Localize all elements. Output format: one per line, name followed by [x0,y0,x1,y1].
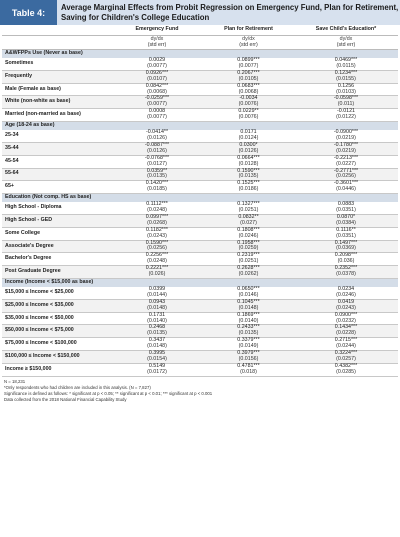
standard-error-value: (0.0126) [238,147,259,154]
coefficient-value: 0.0419 [337,298,355,305]
standard-error-value: (0.0248) [147,258,167,265]
coefficient-value: 0.0926*** [145,69,169,76]
column-subheader: dy/dx (std err) [294,36,398,50]
table-title-line-1: Average Marginal Effects from Probit Regression on Emergency Fund, Plan for Retirement, [61,3,399,12]
row-label: $15,000 ≤ Income < $25,000 [2,287,111,299]
standard-error-value: (0.0103) [336,88,356,95]
standard-error-value: (0.0248) [147,207,167,214]
value-cell [111,214,203,227]
value-cell [294,202,398,214]
value-cell [294,168,398,181]
standard-error-value: (0.0115) [336,62,356,69]
table-row [2,325,398,338]
standard-error-value: (0.0149) [238,343,259,350]
value-cell [111,70,203,83]
value-cell [203,155,294,168]
row-label: White (non-white as base) [2,96,111,109]
column-subheader-row [2,36,398,50]
coefficient-value: 0.3379*** [237,337,260,344]
coefficient-value: 0.0399 [148,286,166,292]
table-row [2,312,398,325]
value-cell [111,202,203,214]
standard-error-value: (0.0378) [336,271,356,278]
standard-error-value: (0.0135) [147,330,167,337]
value-cell [111,83,203,96]
table-row [2,130,398,142]
standard-error-value: (0.0243) [336,304,356,311]
standard-error-value: (0.0077) [147,62,167,69]
standard-error-value: (0.0219) [336,134,356,141]
table-row [2,227,398,240]
coefficient-value: 0.2433*** [237,324,260,331]
table-row [2,96,398,109]
standard-error-value: (0.0135) [238,173,259,180]
standard-error-value: (0.0148) [238,304,259,311]
coefficient-value: 0.0171 [240,129,257,136]
value-cell [203,325,294,338]
coefficient-value: 0.3979*** [237,350,260,357]
standard-error-value: (0.0244) [336,343,356,350]
coefficient-value: 0.0842*** [145,82,169,89]
value-cell [203,363,294,376]
coefficient-value: 0.3995 [148,350,166,357]
table-row [2,351,398,364]
coefficient-value: 0.2067*** [237,69,260,76]
coefficient-value: 0.0029 [148,57,166,63]
section-header-label: Age (18-24 as base) [2,122,398,131]
coefficient-value: -0.3601*** [333,180,359,187]
standard-error-value: (0.0148) [147,304,167,311]
row-label: Bachelor's Degree [2,253,111,266]
standard-error-value: (0.018) [240,368,257,375]
standard-error-value: (0.0148) [147,343,167,350]
standard-error-value: (0.0186) [238,186,259,193]
value-cell [111,168,203,181]
standard-error-value: (0.0140) [238,317,259,324]
row-label: Some College [2,227,111,240]
value-cell [294,83,398,96]
column-header-plan-for-retirement: Plan for Retirement [203,25,294,36]
corner-cell [2,25,111,36]
coefficient-value: -0.1780*** [333,141,359,148]
standard-error-value: (0.0172) [147,368,167,375]
standard-error-value: (0.0257) [336,355,356,362]
value-cell [203,351,294,364]
standard-error-value: (0.0351) [336,232,356,239]
section-header-label: A&WFPPs Use (Never as base) [2,50,398,59]
value-cell [111,181,203,194]
coefficient-value: 0.2715*** [334,337,358,344]
coefficient-value: 0.1958*** [237,239,260,246]
standard-error-value: (0.026) [148,271,166,278]
coefficient-value: 0.0900*** [334,311,358,318]
row-label: Post Graduate Degree [2,266,111,279]
coefficient-value: 0.1116** [336,226,356,233]
standard-error-value: (0.0076) [238,114,259,121]
column-header-save-child-education: Save Child's Education* [294,25,398,36]
value-cell [203,109,294,122]
coefficient-value: 0.0832** [238,213,259,220]
row-label: Male (Female as base) [2,83,111,96]
value-cell [294,130,398,142]
coefficient-value: 0.0664*** [237,154,260,161]
coefficient-value: 0.1045*** [237,298,260,305]
value-cell [111,227,203,240]
table-header-bar [0,0,400,25]
value-cell [294,253,398,266]
standard-error-value: (0.0185) [147,186,167,193]
standard-error-value: (0.0219) [336,147,356,154]
row-label: 55-64 [2,168,111,181]
value-cell [111,130,203,142]
value-cell [111,109,203,122]
row-label: High School - GED [2,214,111,227]
row-label: Married (non-married as base) [2,109,111,122]
value-cell [111,325,203,338]
value-cell [203,287,294,299]
table-row [2,363,398,376]
value-cell [203,181,294,194]
value-cell [203,58,294,70]
row-label: $35,000 ≤ Income < $50,000 [2,312,111,325]
coefficient-value: 0.2468 [148,324,166,331]
table-title-line-2: Saving for Children's College Education [61,12,210,22]
standard-error-value: (0.0126) [147,147,167,154]
coefficient-value: 0.1590*** [145,239,169,246]
row-label: Sometimes [2,58,111,70]
standard-error-value: (0.0446) [336,186,356,193]
standard-error-value: (0.0068) [238,88,259,95]
row-label: $75,000 ≤ Income < $100,000 [2,338,111,351]
coefficient-value: -0.0887*** [144,141,170,148]
coefficient-value: 0.1731 [148,311,166,318]
column-subheader: dy/dx (std err) [111,36,203,50]
value-cell [111,155,203,168]
note-line: N = 18,231 [4,378,26,384]
value-cell [111,351,203,364]
coefficient-value: -0.0900*** [333,129,359,136]
table-row [2,202,398,214]
standard-error-value: (0.0135) [147,173,167,180]
table-row [2,181,398,194]
value-cell [111,96,203,109]
coefficient-value: -0.2771*** [333,167,359,174]
standard-error-value: (0.0262) [238,271,259,278]
standard-error-value: (0.0144) [147,291,167,298]
value-cell [203,338,294,351]
value-cell [203,240,294,253]
value-cell [294,240,398,253]
value-cell [111,299,203,312]
value-cell [203,312,294,325]
coefficient-value: 0.2319*** [237,252,260,259]
table-row [2,58,398,70]
table-row [2,299,398,312]
standard-error-value: (0.0077) [147,101,167,108]
row-label: 45-54 [2,155,111,168]
standard-error-value: (0.0076) [238,101,259,108]
standard-error-value: (0.0140) [147,317,167,324]
coefficient-value: 0.0870* [336,213,356,220]
standard-error-value: (0.0251) [238,258,259,265]
value-cell [111,58,203,70]
standard-error-value: (0.0384) [336,219,356,226]
value-cell [111,240,203,253]
coefficient-value: 0.1497*** [334,239,358,246]
coefficient-value: 0.1112*** [146,201,168,208]
standard-error-value: (0.0251) [238,207,259,214]
coefficient-value: -0.0121 [337,108,355,115]
value-cell [294,266,398,279]
coefficient-value: 0.1590*** [237,167,260,174]
value-cell [111,253,203,266]
coefficient-value: 0.0883 [337,201,355,208]
coefficient-value: -0.0034 [239,95,258,102]
corner-cell [2,36,111,50]
value-cell [203,202,294,214]
value-cell [294,338,398,351]
value-cell [203,253,294,266]
column-header-emergency-fund: Emergency Fund [111,25,203,36]
coefficient-value: 0.1182*** [146,226,168,233]
standard-error-value: (0.0256) [147,245,167,252]
standard-error-value: (0.0077) [147,114,167,121]
value-cell [203,70,294,83]
value-cell [294,312,398,325]
standard-error-value: (0.0077) [238,62,259,69]
value-cell [111,363,203,376]
value-cell [203,142,294,155]
standard-error-value: (0.0228) [336,330,356,337]
coefficient-value: 0.1434*** [334,324,358,331]
standard-error-value: (0.027) [240,219,257,226]
table-row [2,142,398,155]
coefficient-value: 0.0683*** [237,82,260,89]
standard-error-value: (0.0154) [147,355,167,362]
standard-error-value: (0.0369) [336,245,356,252]
section-header-label: Education (Not comp. HS as base) [2,194,398,203]
table-row [2,266,398,279]
coefficient-value: 0.3437 [148,337,166,344]
coefficient-value: 0.0234 [337,286,355,292]
coefficient-value: 0.0943 [148,298,166,305]
value-cell [203,266,294,279]
row-label: 65+ [2,181,111,194]
note-line: Significance is defined as follows: * significant at p < 0.05; ** significant at p < 0.01; *** significant at p < 0.001 [4,390,213,396]
coefficient-value: -0.0414** [145,129,169,136]
table-title [57,0,400,25]
value-cell [111,142,203,155]
coefficient-value: 0.0300* [239,141,258,148]
standard-error-value: (0.011) [337,101,355,108]
value-cell [203,227,294,240]
standard-error-value: (0.0232) [336,317,356,324]
coefficient-value: 0.0359** [146,167,168,174]
table-number-tag: Table 4: [0,0,57,25]
coefficient-value: 0.0008 [148,108,166,115]
standard-error-value: (0.036) [337,258,355,265]
value-cell [294,96,398,109]
section-header-label: Income (Income < $15,000 as base) [2,279,398,288]
standard-error-value: (0.0068) [147,88,167,95]
coefficient-value: -0.2213*** [333,154,359,161]
row-label: $100,000 ≤ Income < $150,000 [2,351,111,364]
coefficient-value: 0.1234*** [334,69,358,76]
value-cell [294,351,398,364]
standard-error-value: (0.0243) [147,232,167,239]
table-row [2,253,398,266]
standard-error-value: (0.0126) [147,134,167,141]
coefficient-value: 0.1869*** [237,311,260,318]
coefficient-value: 0.3224*** [334,350,358,357]
standard-error-value: (0.0124) [238,134,259,141]
value-cell [111,287,203,299]
coefficient-value: 0.5149 [148,362,166,369]
standard-error-value: (0.0285) [336,368,356,375]
standard-error-value: (0.0135) [238,330,259,337]
value-cell [203,168,294,181]
coefficient-value: 0.1808*** [237,226,260,233]
standard-error-value: (0.0227) [336,160,356,167]
standard-error-value: (0.0155) [336,75,356,82]
column-header-row [2,25,398,36]
table-row [2,287,398,299]
value-cell [294,181,398,194]
table-notes [0,377,400,403]
coefficient-value: 0.0997*** [145,213,169,220]
table-row [2,70,398,83]
standard-error-value: (0.0256) [336,173,356,180]
value-cell [294,58,398,70]
note-line: Data collected from the 2018 National Financial Capability Study [4,396,127,402]
coefficient-value: 0.1420*** [145,180,169,187]
regression-table [2,25,398,377]
coefficient-value: 0.4781*** [237,362,260,369]
column-subheader: dy/dx (std err) [203,36,294,50]
coefficient-value: -0.0259*** [144,95,170,102]
table-row [2,338,398,351]
coefficient-value: -0.0598*** [333,95,359,102]
coefficient-value: 0.2352*** [334,265,358,272]
table-row [2,155,398,168]
standard-error-value: (0.0146) [238,291,259,298]
coefficient-value: 0.2221*** [145,265,169,272]
value-cell [203,83,294,96]
value-cell [203,299,294,312]
coefficient-value: 0.2256*** [145,252,169,259]
standard-error-value: (0.0128) [238,160,259,167]
row-label: 35-44 [2,142,111,155]
value-cell [294,155,398,168]
coefficient-value: -0.0768*** [144,154,170,161]
standard-error-value: (0.0259) [238,245,259,252]
value-cell [294,363,398,376]
coefficient-value: 0.1256 [337,82,355,89]
coefficient-value: 0.1525*** [237,180,260,187]
note-line: *Only respondents who had children are included in this analysis. (N = 7,827) [4,384,151,390]
row-label: Associate's Degree [2,240,111,253]
standard-error-value: (0.0107) [147,75,167,82]
coefficient-value: 0.0899*** [237,57,260,63]
standard-error-value: (0.0351) [336,207,356,214]
value-cell [294,299,398,312]
standard-error-value: (0.0246) [238,232,259,239]
value-cell [111,266,203,279]
table-row [2,168,398,181]
standard-error-value: (0.0246) [336,291,356,298]
table-row [2,83,398,96]
standard-error-value: (0.0127) [147,160,167,167]
row-label: $50,000 ≤ Income < $75,000 [2,325,111,338]
value-cell [294,214,398,227]
coefficient-value: 0.2098*** [334,252,358,259]
standard-error-value: (0.0105) [238,75,259,82]
coefficient-value: 0.0469*** [334,57,358,63]
table-row [2,240,398,253]
standard-error-value: (0.0156) [238,355,259,362]
value-cell [294,142,398,155]
row-label: Frequently [2,70,111,83]
value-cell [294,70,398,83]
coefficient-value: 0.0229** [238,108,259,115]
standard-error-value: (0.0122) [336,114,356,121]
row-label: Income ≥ $150,000 [2,363,111,376]
coefficient-value: 0.1327*** [237,201,260,208]
standard-error-value: (0.0268) [147,219,167,226]
value-cell [111,338,203,351]
value-cell [203,214,294,227]
table-row [2,109,398,122]
value-cell [203,96,294,109]
value-cell [294,109,398,122]
value-cell [294,325,398,338]
coefficient-value: 0.2628*** [237,265,260,272]
coefficient-value: 0.4382*** [334,362,358,369]
row-label: High School - Diploma [2,202,111,214]
value-cell [294,287,398,299]
value-cell [111,312,203,325]
value-cell [203,130,294,142]
table-row [2,214,398,227]
row-label: $25,000 ≤ Income < $35,000 [2,299,111,312]
row-label: 25-34 [2,130,111,142]
value-cell [294,227,398,240]
coefficient-value: 0.0650*** [237,286,260,292]
